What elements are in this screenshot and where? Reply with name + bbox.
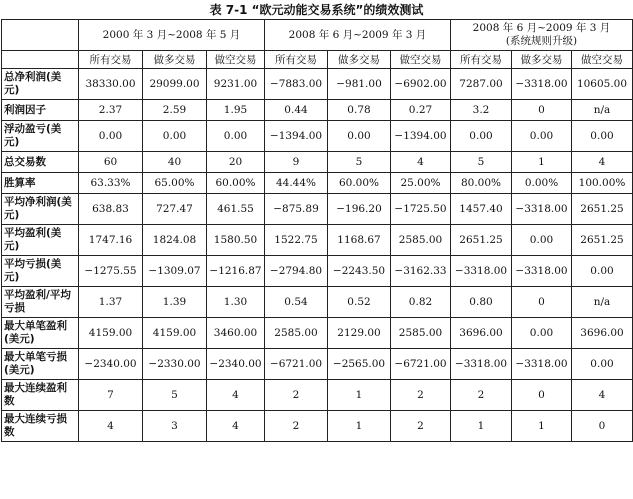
period-header bbox=[265, 20, 451, 51]
value-cell: 1.39 bbox=[143, 287, 207, 318]
value-cell: 0.00 bbox=[143, 121, 207, 152]
table-row bbox=[2, 380, 633, 411]
trade-type-header-row bbox=[2, 51, 633, 69]
value-cell: 29099.00 bbox=[143, 69, 207, 100]
value-cell: 5 bbox=[143, 380, 207, 411]
value-cell: 3.2 bbox=[451, 100, 512, 121]
period-header bbox=[79, 20, 265, 51]
row-label: 平均净利润(美元) bbox=[2, 194, 79, 225]
value-cell: 10605.00 bbox=[572, 69, 633, 100]
value-cell: 5 bbox=[328, 152, 391, 173]
page bbox=[0, 1, 633, 499]
value-cell: 0.00 bbox=[207, 121, 265, 152]
value-cell: 7287.00 bbox=[451, 69, 512, 100]
value-cell: 0.82 bbox=[391, 287, 451, 318]
value-cell: 1 bbox=[451, 411, 512, 442]
value-cell: 0 bbox=[512, 100, 572, 121]
trade-type-header: 做空交易 bbox=[572, 51, 633, 69]
value-cell: 0.00 bbox=[512, 225, 572, 256]
value-cell: −3318.00 bbox=[451, 256, 512, 287]
value-cell: 0.27 bbox=[391, 100, 451, 121]
row-label: 最大单笔盈利(美元) bbox=[2, 318, 79, 349]
value-cell: 0.44 bbox=[265, 100, 328, 121]
value-cell: 1747.16 bbox=[79, 225, 143, 256]
value-cell: 1457.40 bbox=[451, 194, 512, 225]
value-cell: 2129.00 bbox=[328, 318, 391, 349]
value-cell: 0.00 bbox=[79, 121, 143, 152]
value-cell: 2 bbox=[451, 380, 512, 411]
period-label: 2008 年 6 月~2009 年 3 月 bbox=[472, 22, 611, 34]
table-row bbox=[2, 411, 633, 442]
value-cell: −3318.00 bbox=[512, 256, 572, 287]
row-label: 总交易数 bbox=[2, 152, 79, 173]
table-row bbox=[2, 152, 633, 173]
corner-cell bbox=[2, 20, 79, 51]
value-cell: 0.52 bbox=[328, 287, 391, 318]
value-cell: 0 bbox=[512, 380, 572, 411]
period-header bbox=[451, 20, 633, 51]
row-label: 利润因子 bbox=[2, 100, 79, 121]
row-label: 最大连续盈利数 bbox=[2, 380, 79, 411]
value-cell: −6902.00 bbox=[391, 69, 451, 100]
row-label: 平均盈利(美元) bbox=[2, 225, 79, 256]
table-row bbox=[2, 69, 633, 100]
value-cell: 7 bbox=[79, 380, 143, 411]
row-label: 最大单笔亏损(美元) bbox=[2, 349, 79, 380]
value-cell: 3696.00 bbox=[572, 318, 633, 349]
value-cell: 3460.00 bbox=[207, 318, 265, 349]
value-cell: 20 bbox=[207, 152, 265, 173]
value-cell: −1725.50 bbox=[391, 194, 451, 225]
value-cell: 65.00% bbox=[143, 173, 207, 194]
value-cell: −1216.87 bbox=[207, 256, 265, 287]
trade-type-header: 做空交易 bbox=[391, 51, 451, 69]
value-cell: −2243.50 bbox=[328, 256, 391, 287]
value-cell: −3318.00 bbox=[512, 349, 572, 380]
performance-table bbox=[1, 19, 633, 442]
value-cell: 1168.67 bbox=[328, 225, 391, 256]
value-cell: 2 bbox=[391, 380, 451, 411]
value-cell: −1394.00 bbox=[391, 121, 451, 152]
value-cell: 1 bbox=[512, 152, 572, 173]
value-cell: 0.00 bbox=[512, 318, 572, 349]
value-cell: 5 bbox=[451, 152, 512, 173]
value-cell: 2.37 bbox=[79, 100, 143, 121]
row-label: 浮动盈亏(美元) bbox=[2, 121, 79, 152]
trade-type-header: 所有交易 bbox=[451, 51, 512, 69]
row-label: 胜算率 bbox=[2, 173, 79, 194]
value-cell: 1580.50 bbox=[207, 225, 265, 256]
period-sub-label: (系统规则升级) bbox=[505, 35, 578, 47]
value-cell: n/a bbox=[572, 287, 633, 318]
value-cell: 0.00% bbox=[512, 173, 572, 194]
value-cell: 0 bbox=[572, 411, 633, 442]
value-cell: −1275.55 bbox=[79, 256, 143, 287]
value-cell: 1.95 bbox=[207, 100, 265, 121]
table-caption: 表 7-1 “欧元动能交易系统”的绩效测试 bbox=[209, 3, 424, 17]
value-cell: 9231.00 bbox=[207, 69, 265, 100]
value-cell: 4 bbox=[79, 411, 143, 442]
value-cell: 44.44% bbox=[265, 173, 328, 194]
value-cell: 38330.00 bbox=[79, 69, 143, 100]
value-cell: 3 bbox=[143, 411, 207, 442]
value-cell: −1394.00 bbox=[265, 121, 328, 152]
value-cell: 1824.08 bbox=[143, 225, 207, 256]
value-cell: −2565.00 bbox=[328, 349, 391, 380]
trade-type-header: 做多交易 bbox=[143, 51, 207, 69]
row-label: 总净利润(美元) bbox=[2, 69, 79, 100]
value-cell: 4159.00 bbox=[79, 318, 143, 349]
table-row bbox=[2, 287, 633, 318]
period-label: 2008 年 6 月~2009 年 3 月 bbox=[288, 28, 427, 41]
value-cell: −7883.00 bbox=[265, 69, 328, 100]
value-cell: 0.00 bbox=[572, 121, 633, 152]
value-cell: 2585.00 bbox=[391, 318, 451, 349]
trade-type-header: 做多交易 bbox=[328, 51, 391, 69]
value-cell: 0.80 bbox=[451, 287, 512, 318]
value-cell: 1522.75 bbox=[265, 225, 328, 256]
value-cell: −2340.00 bbox=[79, 349, 143, 380]
value-cell: 0.00 bbox=[451, 121, 512, 152]
table-row bbox=[2, 256, 633, 287]
table-row bbox=[2, 173, 633, 194]
value-cell: 2 bbox=[265, 380, 328, 411]
row-label: 平均亏损(美元) bbox=[2, 256, 79, 287]
value-cell: 25.00% bbox=[391, 173, 451, 194]
value-cell: 4 bbox=[207, 411, 265, 442]
value-cell: −2794.80 bbox=[265, 256, 328, 287]
value-cell: 0 bbox=[512, 287, 572, 318]
value-cell: 1.37 bbox=[79, 287, 143, 318]
value-cell: −6721.00 bbox=[391, 349, 451, 380]
value-cell: 1 bbox=[328, 380, 391, 411]
value-cell: 0.00 bbox=[512, 121, 572, 152]
corner-cell bbox=[2, 51, 79, 69]
value-cell: 60.00% bbox=[328, 173, 391, 194]
value-cell: −3162.33 bbox=[391, 256, 451, 287]
value-cell: −3318.00 bbox=[512, 69, 572, 100]
value-cell: 40 bbox=[143, 152, 207, 173]
value-cell: 2651.25 bbox=[451, 225, 512, 256]
value-cell: 100.00% bbox=[572, 173, 633, 194]
value-cell: −2330.00 bbox=[143, 349, 207, 380]
value-cell: 9 bbox=[265, 152, 328, 173]
value-cell: 0.00 bbox=[572, 349, 633, 380]
value-cell: −6721.00 bbox=[265, 349, 328, 380]
value-cell: −875.89 bbox=[265, 194, 328, 225]
value-cell: 4 bbox=[572, 152, 633, 173]
value-cell: 60 bbox=[79, 152, 143, 173]
value-cell: 1 bbox=[512, 411, 572, 442]
value-cell: 63.33% bbox=[79, 173, 143, 194]
value-cell: 4 bbox=[572, 380, 633, 411]
value-cell: 2651.25 bbox=[572, 194, 633, 225]
value-cell: 0.78 bbox=[328, 100, 391, 121]
value-cell: 727.47 bbox=[143, 194, 207, 225]
period-header-row bbox=[2, 20, 633, 51]
value-cell: 0.54 bbox=[265, 287, 328, 318]
trade-type-header: 做多交易 bbox=[512, 51, 572, 69]
trade-type-header: 做空交易 bbox=[207, 51, 265, 69]
trade-type-header: 所有交易 bbox=[79, 51, 143, 69]
value-cell: 1 bbox=[328, 411, 391, 442]
value-cell: 0.00 bbox=[572, 256, 633, 287]
value-cell: 2585.00 bbox=[265, 318, 328, 349]
value-cell: −3318.00 bbox=[451, 349, 512, 380]
row-label: 最大连续亏损数 bbox=[2, 411, 79, 442]
value-cell: 4 bbox=[207, 380, 265, 411]
value-cell: −196.20 bbox=[328, 194, 391, 225]
value-cell: −2340.00 bbox=[207, 349, 265, 380]
value-cell: 2.59 bbox=[143, 100, 207, 121]
table-body bbox=[2, 69, 633, 442]
trade-type-header: 所有交易 bbox=[265, 51, 328, 69]
value-cell: −3318.00 bbox=[512, 194, 572, 225]
value-cell: n/a bbox=[572, 100, 633, 121]
value-cell: 1.30 bbox=[207, 287, 265, 318]
value-cell: 461.55 bbox=[207, 194, 265, 225]
table-row bbox=[2, 318, 633, 349]
table-row bbox=[2, 100, 633, 121]
value-cell: 0.00 bbox=[328, 121, 391, 152]
value-cell: 638.83 bbox=[79, 194, 143, 225]
value-cell: −1309.07 bbox=[143, 256, 207, 287]
value-cell: 2 bbox=[391, 411, 451, 442]
table-row bbox=[2, 121, 633, 152]
value-cell: 80.00% bbox=[451, 173, 512, 194]
value-cell: 2 bbox=[265, 411, 328, 442]
value-cell: −981.00 bbox=[328, 69, 391, 100]
value-cell: 3696.00 bbox=[451, 318, 512, 349]
value-cell: 4 bbox=[391, 152, 451, 173]
value-cell: 60.00% bbox=[207, 173, 265, 194]
table-row bbox=[2, 194, 633, 225]
value-cell: 2651.25 bbox=[572, 225, 633, 256]
table-row bbox=[2, 225, 633, 256]
table-row bbox=[2, 349, 633, 380]
value-cell: 2585.00 bbox=[391, 225, 451, 256]
period-label: 2000 年 3 月~2008 年 5 月 bbox=[102, 28, 241, 41]
value-cell: 4159.00 bbox=[143, 318, 207, 349]
row-label: 平均盈利/平均亏损 bbox=[2, 287, 79, 318]
